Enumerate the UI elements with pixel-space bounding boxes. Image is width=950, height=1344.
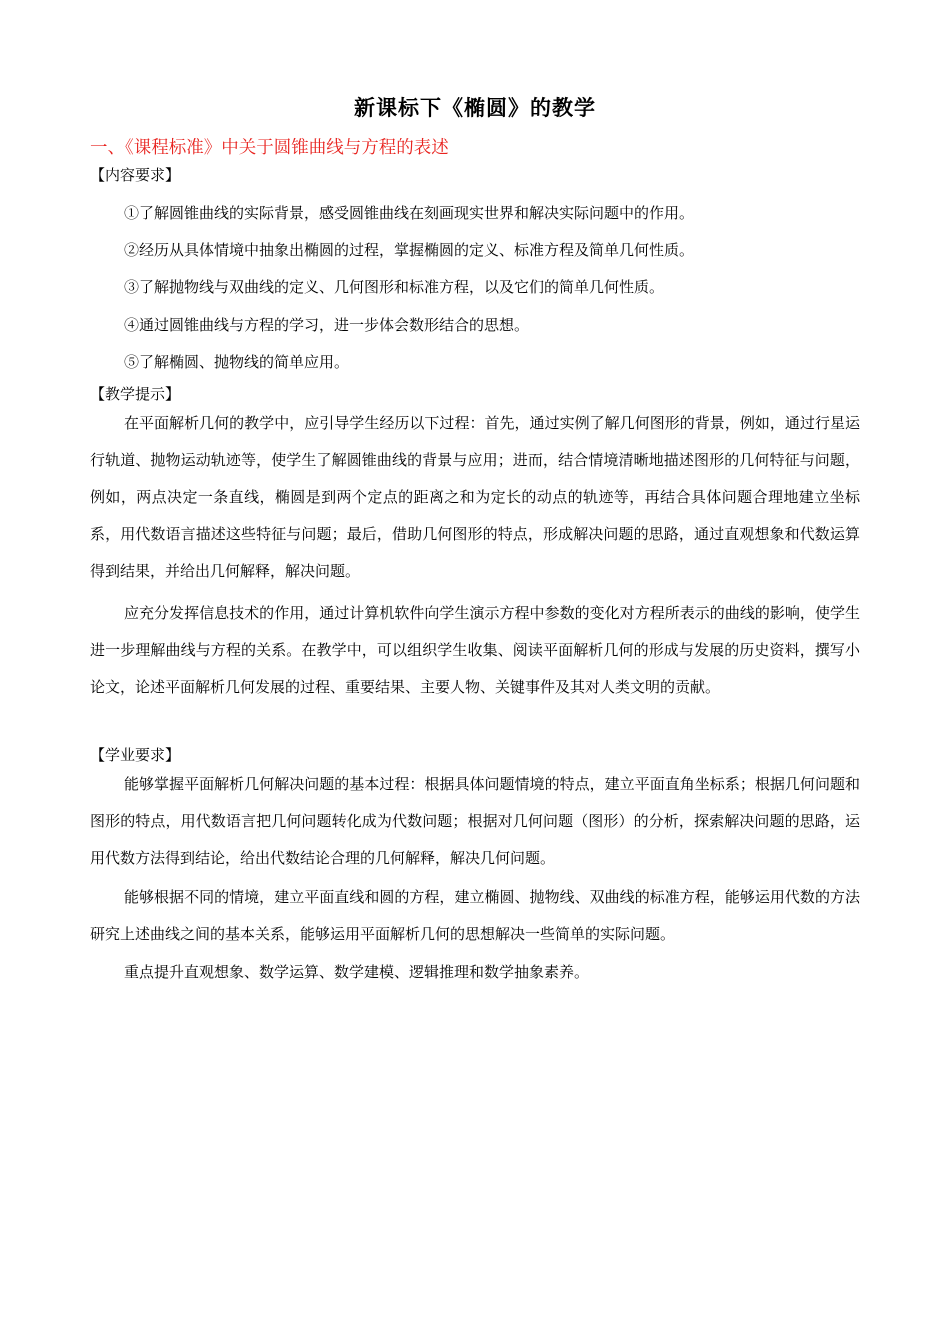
- teaching-tips-paragraph: 在平面解析几何的教学中，应引导学生经历以下过程：首先，通过实例了解几何图形的背景，例如，通过行星运行轨道、抛物运动轨迹等，使学生了解圆锥曲线的背景与应用；进而，结合情境清晰地描述图形的几何特征与问题，例如，两点决定一条直线，椭圆是到两个定点的距离之和为定长的动点的轨迹等，再结合具体问题合理地建立坐标系，用代数语言描述这些特征与问题；最后，借助几何图形的特点，形成解决问题的思路，通过直观想象和代数运算得到结果，并给出几何解释，解决问题。: [90, 414, 860, 580]
- document-title: 新课标下《椭圆》的教学: [354, 95, 596, 120]
- teaching-tips-paragraph: 应充分发挥信息技术的作用，通过计算机软件向学生演示方程中参数的变化对方程所表示的曲线的影响，使学生进一步理解曲线与方程的关系。在教学中，可以组织学生收集、阅读平面解析几何的形成与发展的历史资料，撰写小论文，论述平面解析几何发展的过程、重要结果、主要人物、关键事件及其对人类文明的贡献。: [90, 604, 860, 696]
- content-requirement-item: ①了解圆锥曲线的实际背景，感受圆锥曲线在刻画现实世界和解决实际问题中的作用。: [124, 204, 695, 222]
- content-requirement-item: ②经历从具体情境中抽象出椭圆的过程，掌握椭圆的定义、标准方程及简单几何性质。: [124, 241, 695, 259]
- teaching-tips-label: 【教学提示】: [90, 385, 181, 403]
- section-heading: 一、《课程标准》中关于圆锥曲线与方程的表述: [90, 138, 449, 158]
- academic-requirements-paragraph: 能够根据不同的情境，建立平面直线和圆的方程，建立椭圆、抛物线、双曲线的标准方程，能够运用代数的方法研究上述曲线之间的基本关系，能够运用平面解析几何的思想解决一些简单的实际问题。: [90, 888, 860, 943]
- academic-requirements-label: 【学业要求】: [90, 746, 181, 764]
- content-requirement-item: ③了解抛物线与双曲线的定义、几何图形和标准方程，以及它们的简单几何性质。: [124, 278, 665, 296]
- content-requirement-item: ⑤了解椭圆、抛物线的简单应用。: [124, 353, 350, 371]
- content-requirement-item: ④通过圆锥曲线与方程的学习，进一步体会数形结合的思想。: [124, 316, 530, 334]
- content-requirements-label: 【内容要求】: [90, 166, 181, 184]
- academic-requirements-paragraph: 能够掌握平面解析几何解决问题的基本过程：根据具体问题情境的特点，建立平面直角坐标系；根据几何问题和图形的特点，用代数语言把几何问题转化成为代数问题；根据对几何问题（图形）的分析，探索解决问题的思路，运用代数方法得到结论，给出代数结论合理的几何解释，解决几何问题。: [90, 775, 860, 867]
- academic-requirements-paragraph: 重点提升直观想象、数学运算、数学建模、逻辑推理和数学抽象素养。: [124, 963, 590, 981]
